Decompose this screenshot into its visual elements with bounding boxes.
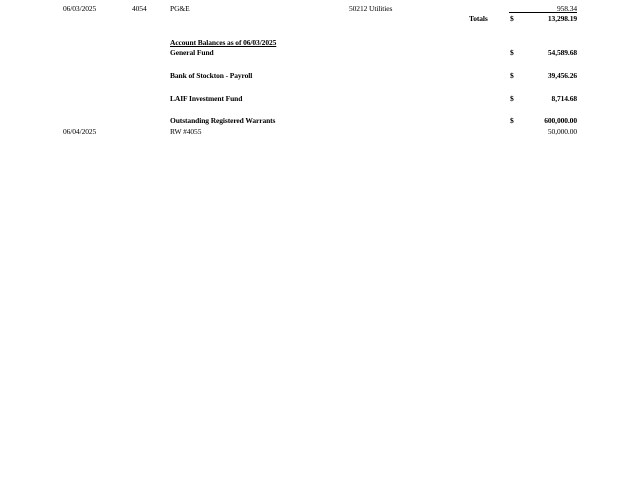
check-number: 4054	[132, 4, 147, 13]
account-balances-heading: Account Balances as of 06/03/2025	[170, 38, 277, 47]
balance-currency: $	[510, 94, 514, 103]
totals-currency: $	[510, 14, 514, 23]
balance-currency: $	[510, 48, 514, 57]
balance-label-payroll: Bank of Stockton - Payroll	[170, 71, 253, 80]
registered-warrant-amount: 50,000.00	[547, 127, 577, 136]
transaction-date: 06/03/2025	[63, 4, 97, 13]
balance-amount-general-fund: 54,589.68	[547, 48, 577, 57]
balance-currency: $	[510, 71, 514, 80]
payee-name: PG&E	[170, 4, 190, 13]
balance-amount-outstanding-warrants: 600,000.00	[544, 116, 577, 125]
balance-currency: $	[510, 116, 514, 125]
transaction-date: 06/04/2025	[63, 127, 97, 136]
balance-amount-payroll: 39,456.26	[547, 71, 577, 80]
cropped-top-line	[0, 0, 640, 3]
balance-label-outstanding-warrants: Outstanding Registered Warrants	[170, 116, 276, 125]
transaction-amount: 958.34	[556, 4, 577, 13]
balance-label-laif: LAIF Investment Fund	[170, 94, 243, 103]
account-name: 50212 Utilities	[349, 4, 393, 13]
totals-amount: 13,298.19	[547, 14, 577, 23]
total-rule	[509, 12, 577, 13]
balance-amount-laif: 8,714.68	[551, 94, 577, 103]
registered-warrant-label: RW #4055	[170, 127, 202, 136]
totals-label: Totals	[469, 14, 488, 23]
balance-label-general-fund: General Fund	[170, 48, 214, 57]
